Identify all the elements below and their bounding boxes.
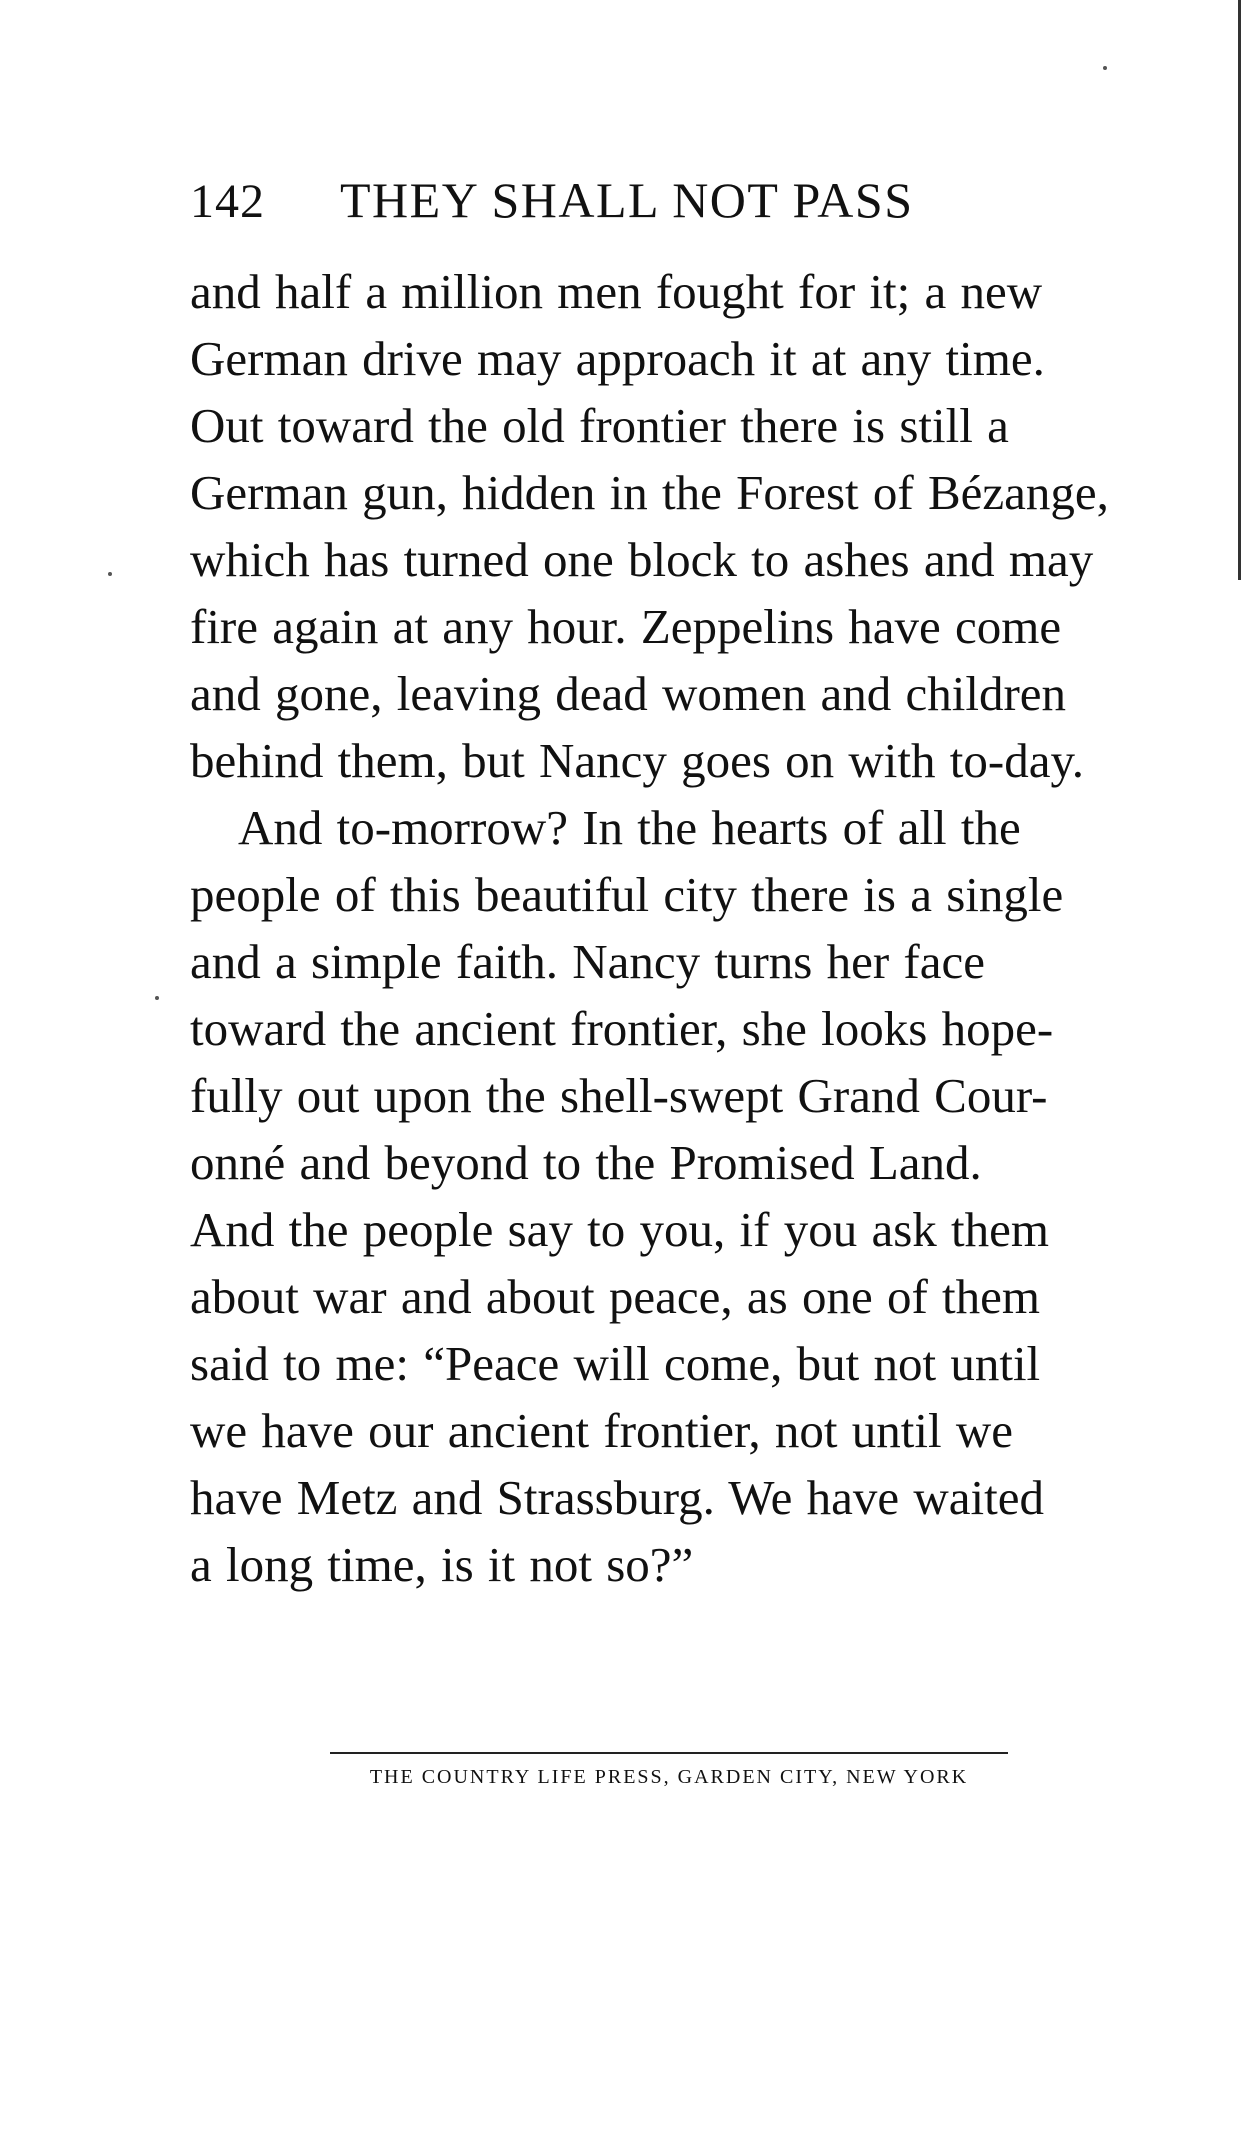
text-line: And the people say to you, if you ask them bbox=[190, 1202, 1050, 1257]
text-line: German gun, hidden in the Forest of Bézange, bbox=[190, 465, 1109, 520]
running-title: THEY SHALL NOT PASS bbox=[340, 172, 914, 228]
body-text bbox=[190, 258, 1150, 1598]
scan-speck bbox=[155, 996, 159, 1000]
text-line: and a simple faith. Nancy turns her face bbox=[190, 934, 985, 989]
text-line: and gone, leaving dead women and children bbox=[190, 666, 1067, 721]
text-line: a long time, is it not so?” bbox=[190, 1537, 694, 1592]
text-line: we have our ancient frontier, not until we bbox=[190, 1403, 1013, 1458]
text-line: toward the ancient frontier, she looks hope- bbox=[190, 1001, 1054, 1056]
scan-edge-shadow bbox=[1238, 0, 1241, 580]
text-line: people of this beautiful city there is a single bbox=[190, 867, 1064, 922]
text-line: German drive may approach it at any time. bbox=[190, 331, 1045, 386]
text-line: onné and beyond to the Promised Land. bbox=[190, 1135, 982, 1190]
scan-speck bbox=[1103, 66, 1107, 70]
paragraph-first-line: And to-morrow? In the hearts of all the bbox=[238, 800, 1021, 855]
scan-speck bbox=[108, 572, 112, 576]
page-number: 142 bbox=[190, 175, 265, 228]
text-line: have Metz and Strassburg. We have waited bbox=[190, 1470, 1044, 1525]
text-line: about war and about peace, as one of them bbox=[190, 1269, 1041, 1324]
imprint-rule bbox=[330, 1752, 1008, 1754]
text-line: Out toward the old frontier there is still a bbox=[190, 398, 1009, 453]
running-head bbox=[190, 170, 1000, 230]
text-line: said to me: “Peace will come, but not until bbox=[190, 1336, 1041, 1391]
text-line: and half a million men fought for it; a new bbox=[190, 264, 1043, 319]
text-line: fire again at any hour. Zeppelins have come bbox=[190, 599, 1062, 654]
text-line: behind them, but Nancy goes on with to-day. bbox=[190, 733, 1085, 788]
text-line: which has turned one block to ashes and may bbox=[190, 532, 1094, 587]
printer-imprint: THE COUNTRY LIFE PRESS, GARDEN CITY, NEW YORK bbox=[369, 1766, 969, 1788]
text-line: fully out upon the shell-swept Grand Cour- bbox=[190, 1068, 1048, 1123]
